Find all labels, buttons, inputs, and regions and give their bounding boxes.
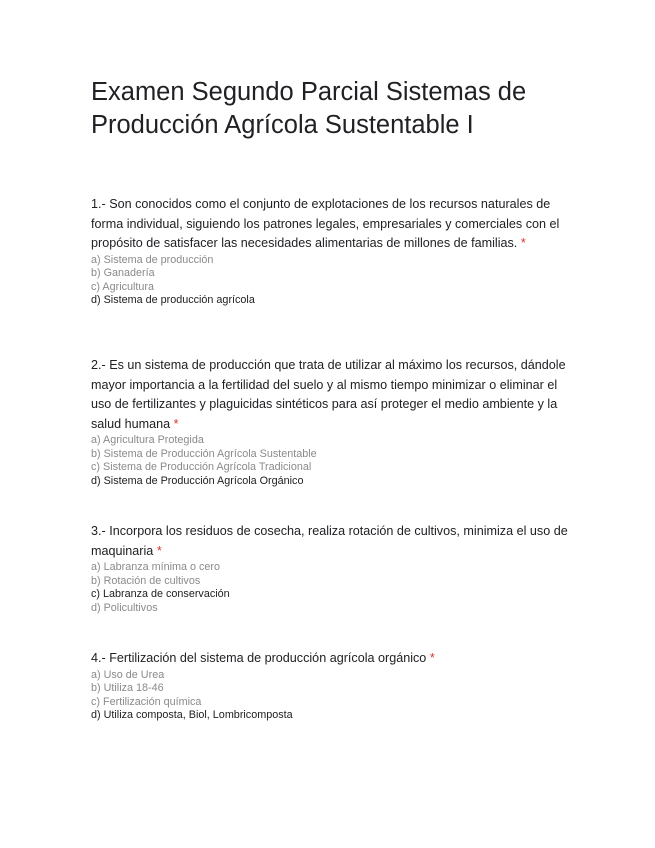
option-a[interactable]: a) Uso de Urea	[91, 668, 165, 681]
required-asterisk: *	[156, 543, 162, 558]
question-3-text: 3.- Incorpora los residuos de cosecha, realiza rotación de cultivos, minimiza el uso de maquinaria	[91, 524, 568, 558]
question-2-text: 2.- Es un sistema de producción que trata de utilizar al máximo los recursos, dándole mayor importancia a la fertilidad del suelo y al mismo tiempo minimizar o eliminar el uso de fertilizantes y plaguicidas sintéticos para así proteger el medio ambiente y la salud humana	[91, 358, 566, 431]
required-asterisk: *	[520, 236, 526, 250]
option-b[interactable]: b) Utiliza 18-46	[91, 682, 164, 695]
option-d[interactable]: d) Sistema de Producción Agrícola Orgánico	[91, 474, 304, 487]
question-text	[91, 649, 571, 669]
option-c[interactable]: c) Labranza de conservación	[91, 588, 230, 601]
question-1-text: 1.- Son conocidos como el conjunto de explotaciones de los recursos naturales de forma individual, siguiendo los patrones legales, empresariales y comerciales con el propósito de satisfacer las necesidades alimentarias de millones de familias.	[91, 197, 560, 250]
option-a[interactable]: a) Labranza mínima o cero	[91, 561, 221, 573]
options-list	[91, 254, 571, 308]
question-text	[91, 522, 571, 561]
question-text	[91, 195, 571, 254]
option-b[interactable]: b) Ganadería	[91, 267, 155, 280]
option-c[interactable]: c) Fertilización química	[91, 695, 202, 708]
options-list	[91, 434, 571, 488]
question-4	[91, 649, 571, 723]
page-title: Examen Segundo Parcial Sistemas de Producción Agrícola Sustentable I	[91, 78, 527, 139]
question-4-text: 4.- Fertilización del sistema de producción agrícola orgánico	[91, 651, 427, 665]
option-c[interactable]: c) Agricultura	[91, 280, 155, 293]
question-2	[91, 356, 571, 488]
required-asterisk: *	[173, 416, 179, 431]
option-b[interactable]: b) Rotación de cultivos	[91, 574, 201, 587]
question-1	[91, 195, 571, 308]
required-asterisk: *	[429, 651, 435, 665]
option-d[interactable]: d) Sistema de producción agrícola	[91, 294, 255, 307]
option-b[interactable]: b) Sistema de Producción Agrícola Sustentable	[91, 447, 317, 460]
question-text	[91, 356, 571, 434]
option-a[interactable]: a) Sistema de producción	[91, 253, 214, 266]
option-d[interactable]: d) Policultivos	[91, 601, 158, 614]
options-list	[91, 561, 571, 615]
options-list	[91, 669, 571, 723]
option-c[interactable]: c) Sistema de Producción Agrícola Tradicional	[91, 461, 312, 474]
question-3	[91, 522, 571, 615]
option-d[interactable]: d) Utiliza composta, Biol, Lombricomposta	[91, 709, 293, 722]
option-a[interactable]: a) Agricultura Protegida	[91, 434, 204, 446]
